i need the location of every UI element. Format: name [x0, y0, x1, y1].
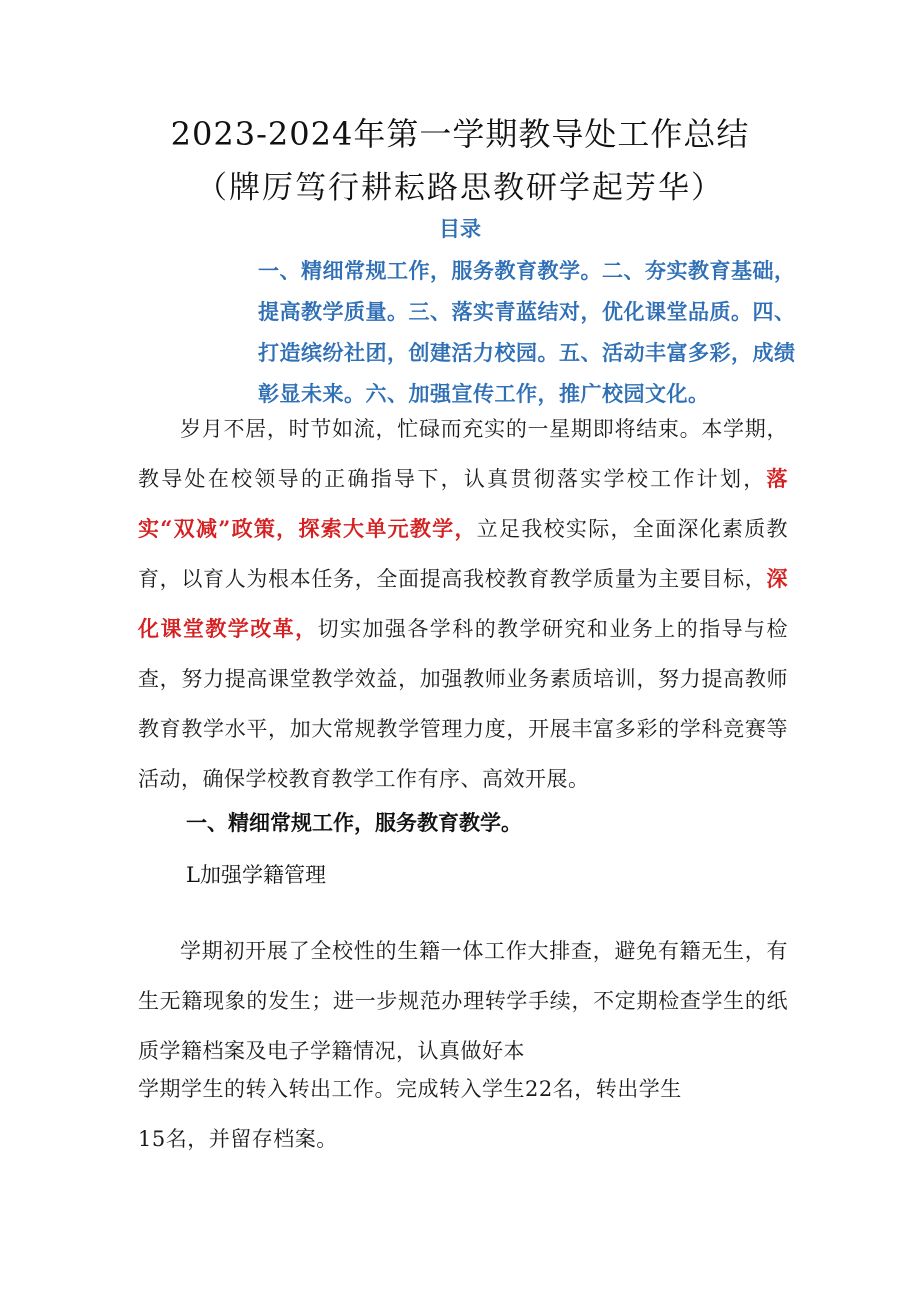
intro-text-2: 立足我校实际，全面深化素质教育，以育人为根本任务，全面提高我校教育教学质量为主要目标， — [138, 517, 788, 591]
section-1-heading: 一、精细常规工作，服务教育教学。 — [186, 810, 522, 835]
document-title: 2023-2024年第一学期教导处工作总结 — [170, 115, 750, 153]
intro-highlight-1: 落实“双减”政策，探索大单元教学， — [138, 466, 788, 541]
section-1-line-2: 15名，并留存档案。 — [138, 1127, 338, 1151]
intro-text-3: 切实加强各学科的教学研究和业务上的指导与检查，努力提高课堂教学效益，加强教师业务素质培训，努力提高教师教育教学水平，加大常规教学管理力度，开展丰富多彩的学科竞赛等活动，确保学校教育教学工作有序、高效开展。 — [138, 617, 789, 791]
intro-highlight-2: 深化课堂教学改革， — [138, 566, 788, 641]
section-1-paragraph: 学期初开展了全校性的生籍一体工作大排查，避免有籍无生，有生无籍现象的发生；进一步规范办理转学手续，不定期检查学生的纸质学籍档案及电子学籍情况，认真做好本 — [138, 939, 788, 1063]
intro-paragraph — [138, 404, 788, 804]
section-1-subheading: L加强学籍管理 — [186, 863, 326, 887]
section-1-line-1: 学期学生的转入转出工作。完成转入学生22名，转出学生 — [138, 1077, 682, 1101]
document-subtitle: （牌厉笃行耕耘路思教研学起芳华） — [196, 170, 724, 206]
intro-text-1: 岁月不居，时节如流，忙碌而充实的一星期即将结束。本学期，教导处在校领导的正确指导下，认真贯彻落实学校工作计划， — [138, 417, 788, 491]
toc-body: 一、精细常规工作，服务教育教学。二、夯实教育基础，提高教学质量。三、落实青蓝结对，优化课堂品质。四、打造缤纷社团，创建活力校园。五、活动丰富多彩，成绩彰显未来。六、加强宣传工作，推广校园文化。 — [258, 258, 796, 406]
toc-heading: 目录 — [439, 216, 481, 241]
